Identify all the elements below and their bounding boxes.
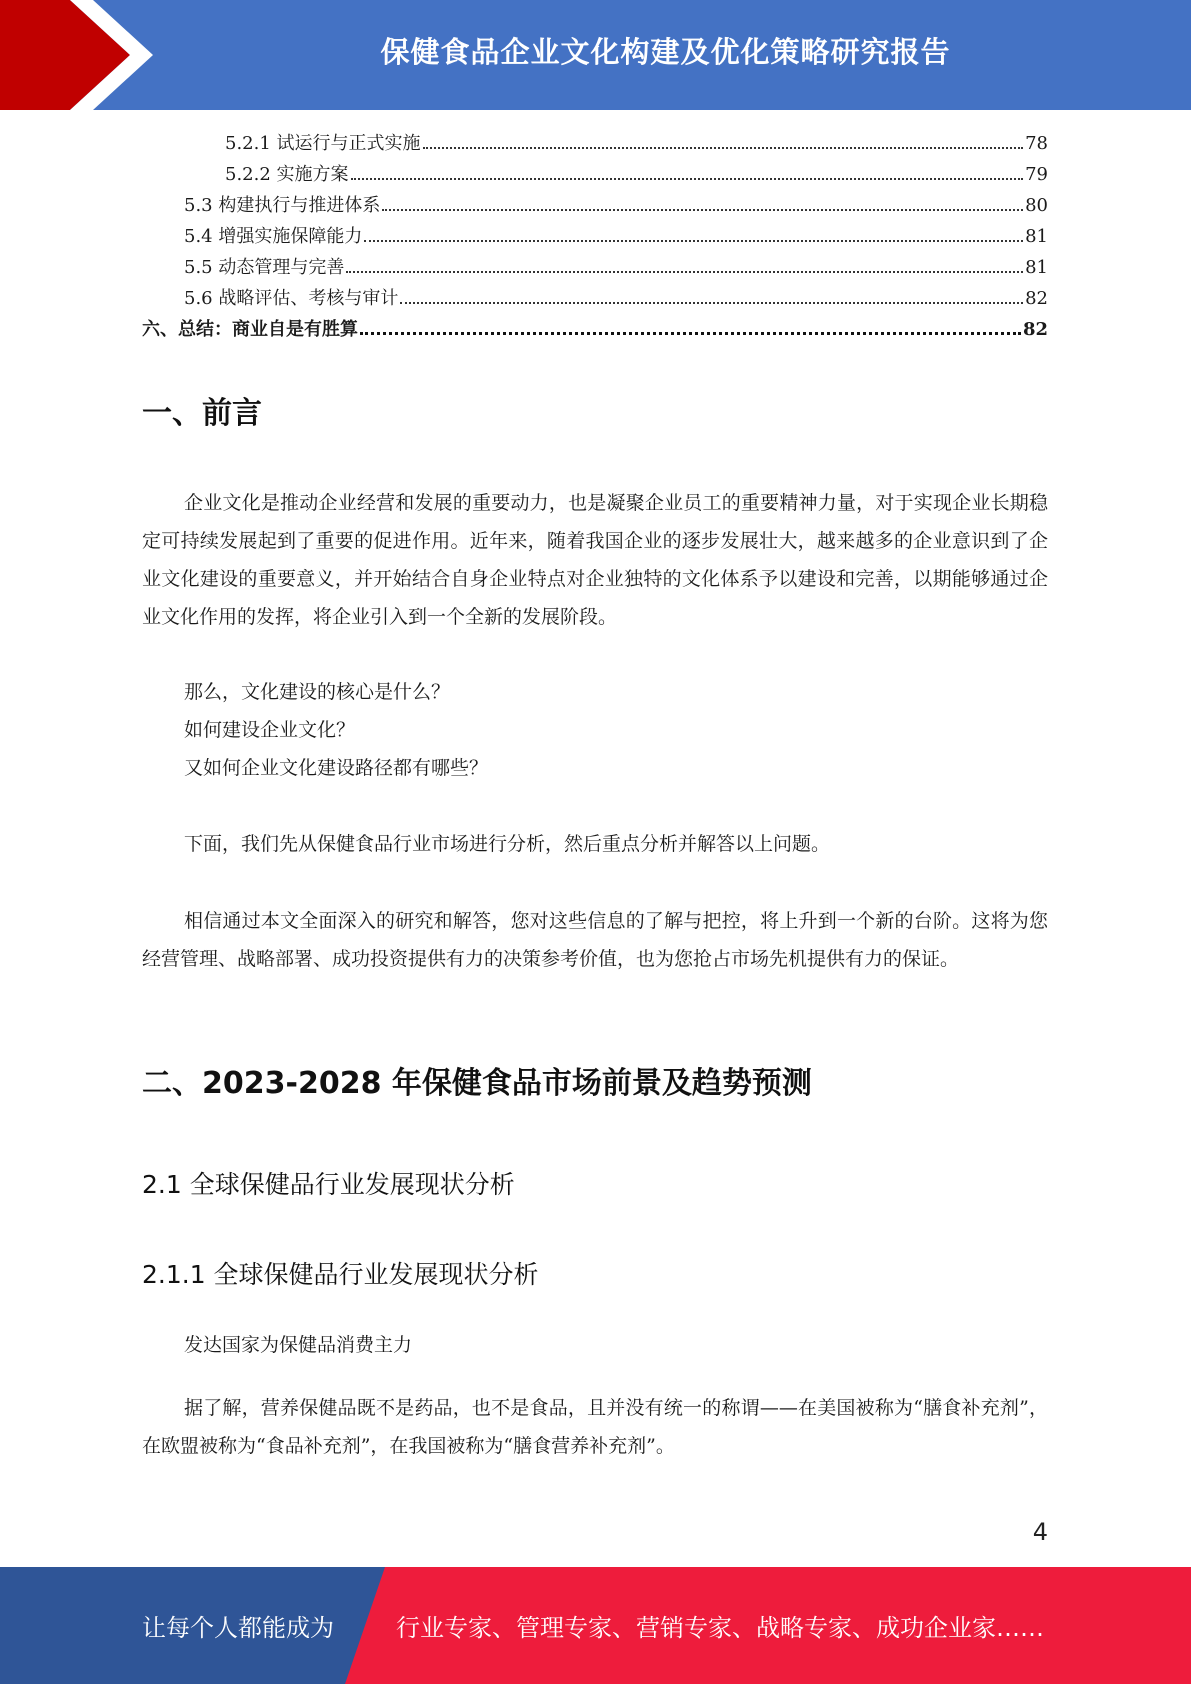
toc-entry[interactable] [142, 159, 1048, 190]
footer-slogan-left: 让每个人都能成为 [142, 1614, 334, 1642]
question-line: 又如何企业文化建设路径都有哪些？ [184, 757, 489, 779]
toc-entry-page: 78 [1025, 133, 1048, 154]
toc-entry[interactable] [142, 128, 1048, 159]
toc-leader-dots [346, 271, 1023, 273]
toc-entry-page: 80 [1025, 195, 1048, 216]
lead-sentence: 发达国家为保健品消费主力 [184, 1334, 413, 1356]
toc-entry[interactable] [142, 283, 1048, 314]
section-heading-forecast: 二、2023-2028 年保健食品市场前景及趋势预测 [142, 1066, 812, 1101]
section-heading-preface: 一、前言 [142, 396, 262, 431]
question-line: 如何建设企业文化？ [184, 719, 356, 741]
toc-entry-title: 5.4 增强实施保障能力 [184, 226, 363, 247]
toc-entry-title: 5.2.1 试运行与正式实施 [225, 133, 421, 154]
table-of-contents [142, 128, 1048, 345]
footer-slogan-right: 行业专家、管理专家、营销专家、战略专家、成功企业家…… [396, 1614, 1044, 1642]
toc-entry-page: 79 [1025, 164, 1048, 185]
intro-paragraph: 下面，我们先从保健食品行业市场进行分析，然后重点分析并解答以上问题。 [184, 833, 831, 855]
question-line: 那么，文化建设的核心是什么？ [184, 681, 451, 703]
toc-entry[interactable] [142, 221, 1048, 252]
body-paragraph: 据了解，营养保健品既不是药品，也不是食品，且并没有统一的称谓——在美国被称为“膳食补充剂”，在欧盟被称为“食品补充剂”，在我国被称为“膳食营养补充剂”。 [142, 1397, 1048, 1457]
toc-leader-dots [364, 240, 1023, 242]
conclusion-paragraph: 相信通过本文全面深入的研究和解答，您对这些信息的了解与把控，将上升到一个新的台阶。这将为您经营管理、战略部署、成功投资提供有力的决策参考价值，也为您抢占市场先机提供有力的保证。 [142, 910, 1048, 970]
subsection-heading: 2.1 全球保健品行业发展现状分析 [142, 1170, 515, 1199]
toc-entry-page: 81 [1025, 226, 1048, 247]
header-title: 保健食品企业文化构建及优化策略研究报告 [380, 34, 951, 69]
page-footer [0, 1567, 1191, 1684]
toc-leader-dots [382, 209, 1023, 211]
header-chevron-graphic [0, 0, 160, 110]
toc-entry[interactable] [142, 252, 1048, 283]
subsubsection-heading: 2.1.1 全球保健品行业发展现状分析 [142, 1260, 539, 1289]
toc-entry-title: 5.3 构建执行与推进体系 [184, 195, 381, 216]
toc-leader-dots [360, 332, 1021, 335]
page-number: 4 [1032, 1518, 1048, 1546]
toc-leader-dots [351, 178, 1024, 180]
toc-entry-page: 81 [1025, 257, 1048, 278]
toc-leader-dots [423, 147, 1024, 149]
toc-entry-title: 5.6 战略评估、考核与审计 [184, 288, 399, 309]
toc-entry-title: 5.5 动态管理与完善 [184, 257, 345, 278]
toc-entry-title: 六、总结：商业自是有胜算 [142, 319, 358, 340]
toc-entry-page: 82 [1025, 288, 1048, 309]
toc-leader-dots [400, 302, 1023, 304]
page-header [0, 0, 1191, 110]
toc-entry-page: 82 [1022, 319, 1048, 340]
toc-entry-title: 5.2.2 实施方案 [225, 164, 349, 185]
preface-paragraph: 企业文化是推动企业经营和发展的重要动力，也是凝聚企业员工的重要精神力量，对于实现企业长期稳定可持续发展起到了重要的促进作用。近年来，随着我国企业的逐步发展壮大，越来越多的企业意识到了企业文化建设的重要意义，并开始结合自身企业特点对企业独特的文化体系予以建设和完善，以期能够通过企业文化作用的发挥，将企业引入到一个全新的发展阶段。 [142, 492, 1048, 628]
toc-entry[interactable] [142, 314, 1048, 345]
toc-entry[interactable] [142, 190, 1048, 221]
